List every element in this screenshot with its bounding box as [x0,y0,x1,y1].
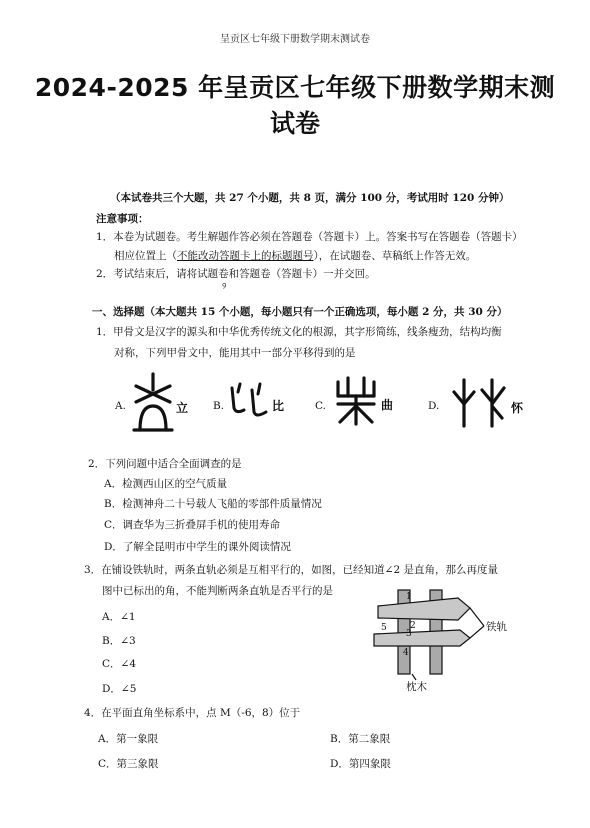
angle-label-2: 2 [410,621,416,631]
oracle-glyph-bi [228,380,272,422]
stray-mark: ୨ [222,282,227,292]
exam-info: （本试卷共三个大题，共 27 个小题，共 8 页，满分 100 分，考试用时 120 分钟） [110,192,510,204]
angle-label-5: 5 [381,623,387,633]
option-d-char: 怀 [511,401,524,415]
question-2-option-c: C．调查华为三折叠屏手机的使用寿命 [104,519,281,531]
question-4-option-d: D．第四象限 [330,758,391,770]
angle-label-3: 3 [406,629,412,639]
question-1-line-2: 对称，下列甲骨文中，能用其中一部分平移得到的是 [114,347,356,359]
angle-label-1: 1 [406,592,412,602]
angle-label-4: 4 [403,648,409,658]
notice-item-1: 1．本卷为试题卷。考生解题作答必须在答题卷（答题卡）上。答案书写在答题卷（答题卡） [96,231,523,243]
notice-item-2: 2．考试结束后，请将试题卷和答题卷（答题卡）一并交回。 [96,268,376,280]
rail-top [378,598,470,620]
sleeper-label: 枕木 [406,681,427,693]
question-4-option-c: C．第三象限 [98,758,159,770]
running-header: 呈贡区七年级下册数学期末测试卷 [220,34,370,45]
question-2-option-a: A．检测西山区的空气质量 [104,478,228,490]
rail-bottom [374,630,470,646]
option-a-char: 立 [176,401,189,415]
option-a-letter: A. [115,400,126,412]
oracle-glyph-li [132,372,174,434]
notice-text: ），在试题卷、草稿纸上作答无效。 [313,250,477,262]
option-b-char: 比 [272,399,285,413]
notice-item-1-cont [114,248,476,263]
oracle-glyph-huai [450,376,508,430]
question-3-option-b: B．∠3 [102,635,136,647]
question-4-option-a: A．第一象限 [98,733,159,745]
question-4-stem: 4．在平面直角坐标系中，点 M（-6，8）位于 [84,707,301,719]
option-c-char: 曲 [381,398,394,412]
oracle-glyph-qu [334,376,378,426]
page-title-line-1: 2024-2025 年呈贡区七年级下册数学期末测 [34,73,556,102]
question-3-option-a: A．∠1 [102,611,136,623]
notice-underlined: 不能改动答题卡上的标题题号 [177,250,314,262]
page-title-line-2: 试卷 [269,109,320,138]
rail-sleeper-figure [372,588,522,692]
question-3-line-1: 3．在铺设铁轨时，两条直轨必须是互相平行的，如图，已经知道∠2 是直角，那么再度量 [84,564,498,576]
section-heading: 一、选择题（本大题共 15 个小题，每小题只有一个正确选项，每小题 2 分，共 30 分） [92,306,508,318]
option-c-letter: C. [315,400,326,412]
question-3-option-d: D．∠5 [102,683,137,695]
notice-text: 相应位置上（ [114,250,177,262]
question-4-option-b: B．第二象限 [330,733,391,745]
question-2-option-b: B．检测神舟二十号载人飞船的零部件质量情况 [104,498,322,510]
question-3-line-2: 图中已标出的角，不能判断两条直轨是否平行的是 [102,585,333,597]
question-3-option-c: C．∠4 [102,658,137,670]
question-2-option-d: D．了解全昆明市中学生的课外阅读情况 [104,541,291,553]
rail-label: 铁轨 [486,621,507,633]
question-2-stem: 2．下列问题中适合全面调查的是 [88,458,242,470]
notice-heading: 注意事项： [96,213,149,225]
option-d-letter: D. [428,400,440,412]
question-1-line-1: 1．甲骨文是汉字的源头和中华优秀传统文化的根源，其字形简练，线条瘦劲，结构均衡 [96,326,502,338]
option-b-letter: B. [213,400,225,412]
